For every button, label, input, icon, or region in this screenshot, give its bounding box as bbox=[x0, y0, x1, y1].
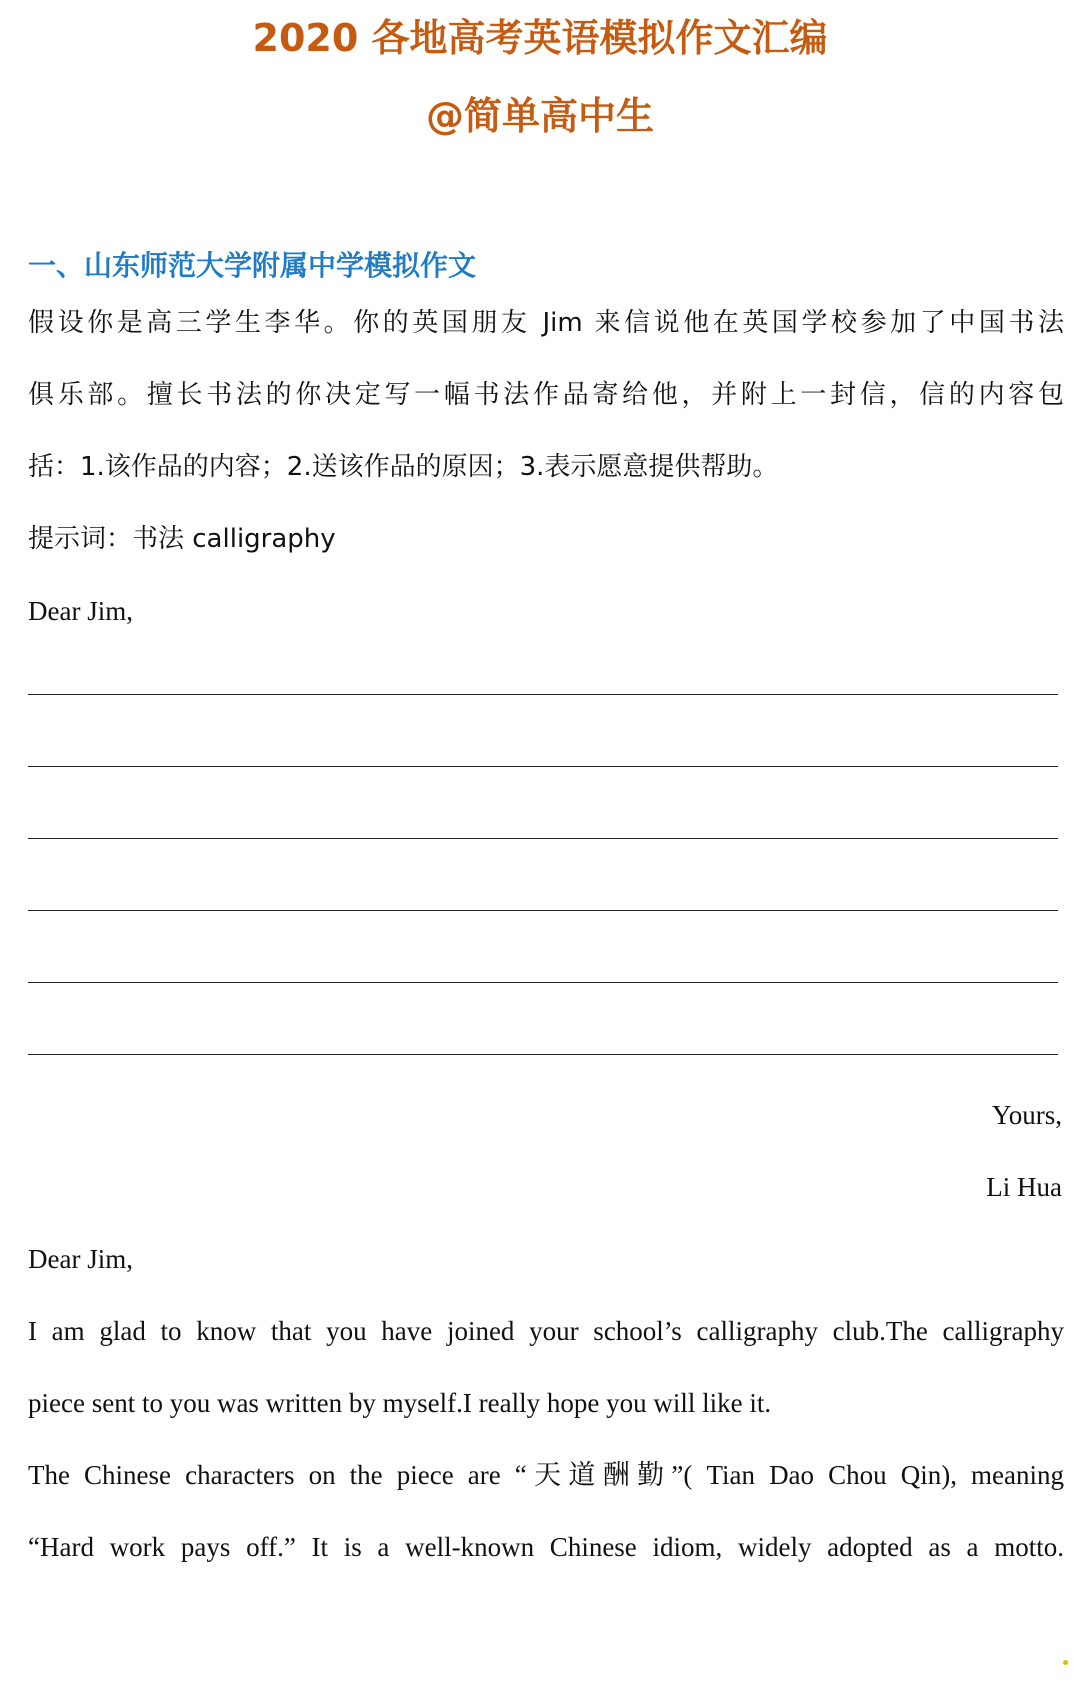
sample-paragraph-line: piece sent to you was written by myself.I really hope you will like it. bbox=[28, 1388, 772, 1418]
prompt-hint: 提示词：书法 calligraphy bbox=[28, 524, 336, 554]
sample-paragraph-line: “Hard work pays off.” It is a well-known Chinese idiom, widely adopted as a motto. bbox=[28, 1532, 1064, 1562]
writing-blank-line bbox=[28, 694, 1058, 695]
writing-blank-line bbox=[28, 838, 1058, 839]
document-subtitle: @简单高中生 bbox=[425, 94, 654, 138]
section-heading: 一、山东师范大学附属中学模拟作文 bbox=[28, 249, 477, 282]
prompt-line: 括：1.该作品的内容；2.送该作品的原因；3.表示愿意提供帮助。 bbox=[28, 452, 779, 482]
prompt-line: 假设你是高三学生李华。你的英国朋友 Jim 来信说他在英国学校参加了中国书法 bbox=[28, 308, 1064, 338]
template-signature: Li Hua bbox=[986, 1172, 1062, 1202]
margin-dot bbox=[1063, 1660, 1068, 1665]
document-title: 2020 各地高考英语模拟作文汇编 bbox=[252, 16, 828, 60]
writing-blank-line bbox=[28, 910, 1058, 911]
writing-blank-line bbox=[28, 1054, 1058, 1055]
sample-paragraph-line: I am glad to know that you have joined your school’s calligraphy club.The calligraphy bbox=[28, 1316, 1064, 1346]
template-salutation: Dear Jim, bbox=[28, 596, 133, 626]
sample-salutation: Dear Jim, bbox=[28, 1244, 133, 1274]
writing-blank-line bbox=[28, 982, 1058, 983]
sample-paragraph-line: The Chinese characters on the piece are “天道酬勤”( Tian Dao Chou Qin), meaning bbox=[28, 1460, 1064, 1490]
writing-blank-line bbox=[28, 766, 1058, 767]
template-closing: Yours, bbox=[991, 1100, 1062, 1130]
prompt-line: 俱乐部。擅长书法的你决定写一幅书法作品寄给他，并附上一封信，信的内容包 bbox=[28, 380, 1064, 410]
